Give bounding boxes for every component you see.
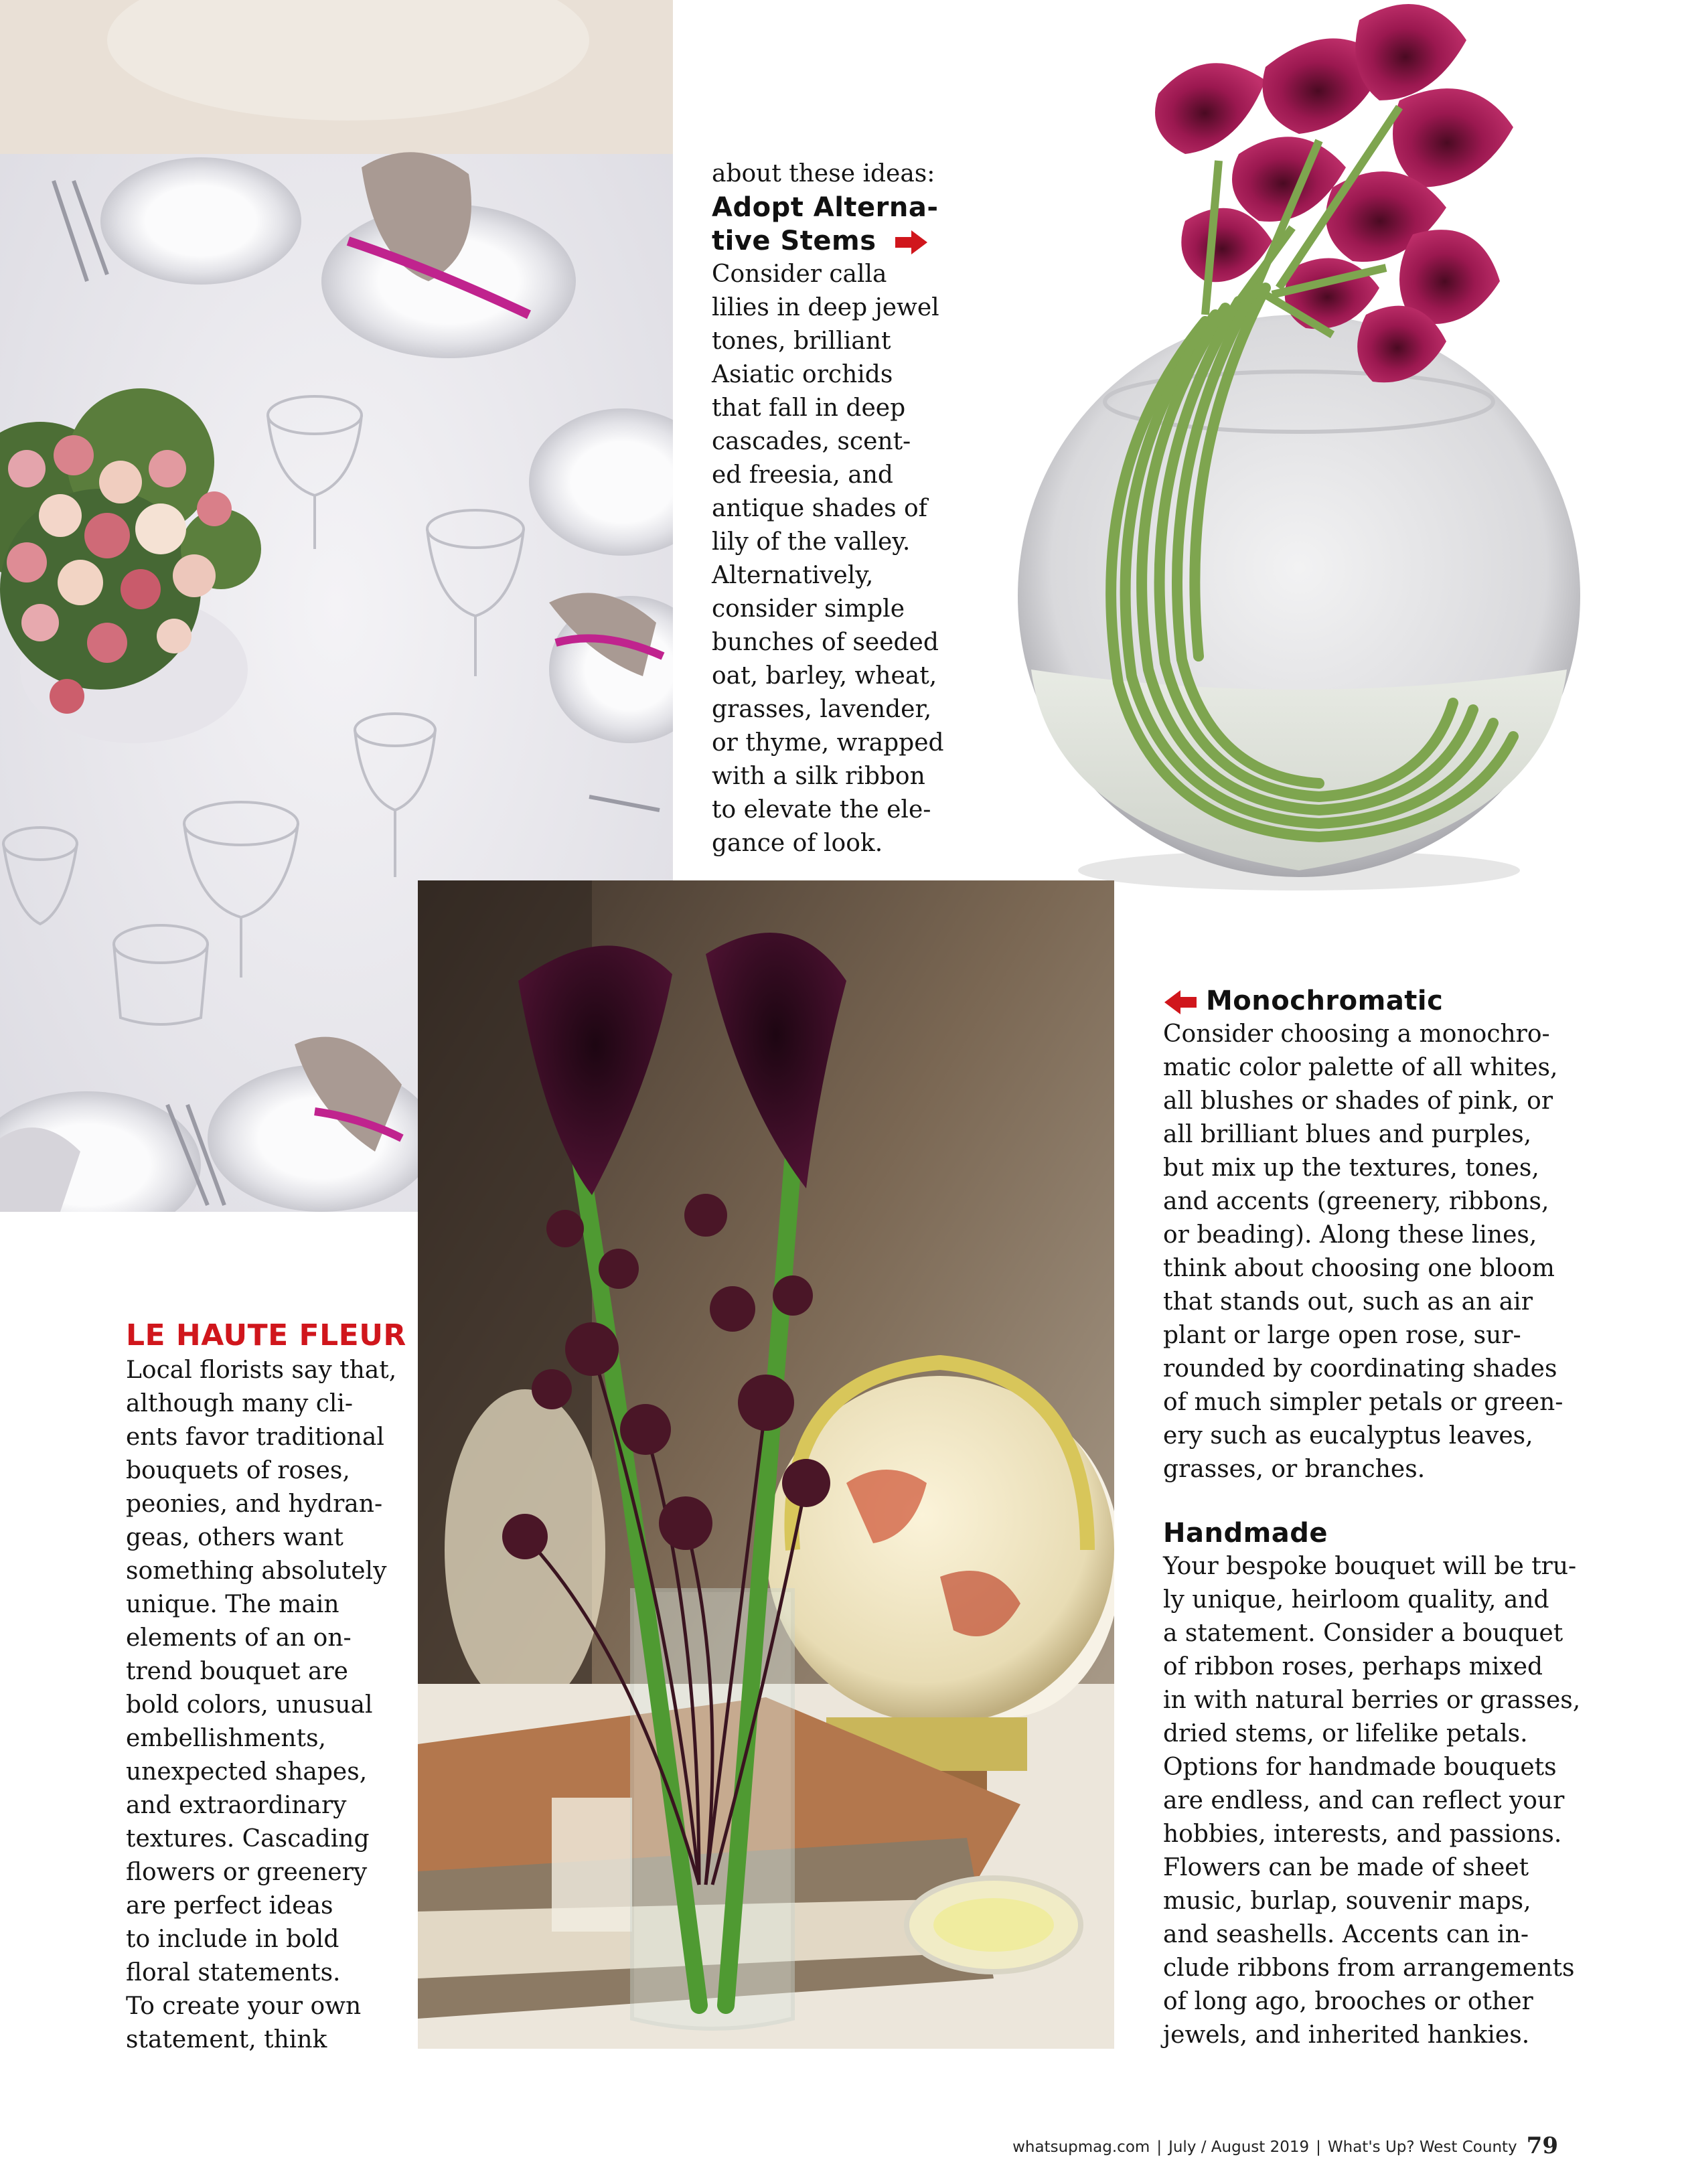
globe-centerpiece-photo [418,880,1114,2049]
monochromatic-heading: Monochromatic [1163,984,1572,1018]
intro-line: about these ideas: [712,160,935,187]
footer-issue: July / August 2019 [1168,2138,1310,2156]
le-haute-fleur-body: Local florists say that, although many cli- ents favor traditional bouquets of roses, peonies, and hydran- geas, others want something absolutely unique. The main elements of an on- trend bouquet are bold colors, unusual embellishments, unexpected shapes, and extraordinary textures. Cascading flowers or greenery are perfect ideas to include in bold floral statements. To create your own statement, think [126,1356,397,2053]
monochromatic-body: Consider choosing a monochro- matic color palette of all whites, all blushes or shades of pink, or all brilliant blues and purples, but mix up the textures, tones, and accents (greenery, ribbons, or beading). Along these lines, think about choosing one bloom that stands out, such as an air plant or large open rose, sur- rounded by coordinating shades of much simpler petals or green- ery such as eucalyptus leaves, grasses, or branches. [1163,1020,1563,1483]
column-right [1163,984,1581,2052]
adopt-alternative-stems-body: Consider calla lilies in deep jewel tones, brilliant Asiatic orchids that fall in deep cascades, scent- ed freesia, and antique shades of lily of the valley. Alternatively, consider simple bunches of seeded oat, barley, wheat, grasses, lavender, or thyme, wrapped with a silk ribbon to elevate the ele- gance of look. [712,260,944,857]
calla-lily-vase-photo [984,0,1600,897]
adopt-alternative-stems-heading: Adopt Alterna- tive Stems [712,192,939,256]
page-number: 79 [1526,2132,1558,2159]
page-footer: whatsupmag.com | July / August 2019 | What's Up? West County 79 [1012,2132,1558,2159]
column-left [126,1319,407,2057]
le-haute-fleur-heading: LE HAUTE FLEUR [126,1318,406,1352]
footer-publication: What's Up? West County [1327,2138,1517,2156]
handmade-heading: Handmade [1163,1518,1328,1549]
handmade-body: Your bespoke bouquet will be tru- ly unique, heirloom quality, and a statement. Consider a bouquet of ribbon roses, perhaps mixed in with natural berries or grasses, dried stems, or lifelike petals. Options for handmade bouquets are endless, and can reflect your hobbies, interests, and passions. Flowers can be made of sheet music, burlap, souvenir maps, and seashells. Accents can in- clude ribbons from arrangements of long ago, brooches or other jewels, and inherited hankies. [1163,1553,1581,2049]
arrow-left-icon [1163,989,1198,1016]
arrow-right-icon [894,229,929,256]
column-top [712,157,980,860]
footer-site: whatsupmag.com [1012,2138,1150,2156]
